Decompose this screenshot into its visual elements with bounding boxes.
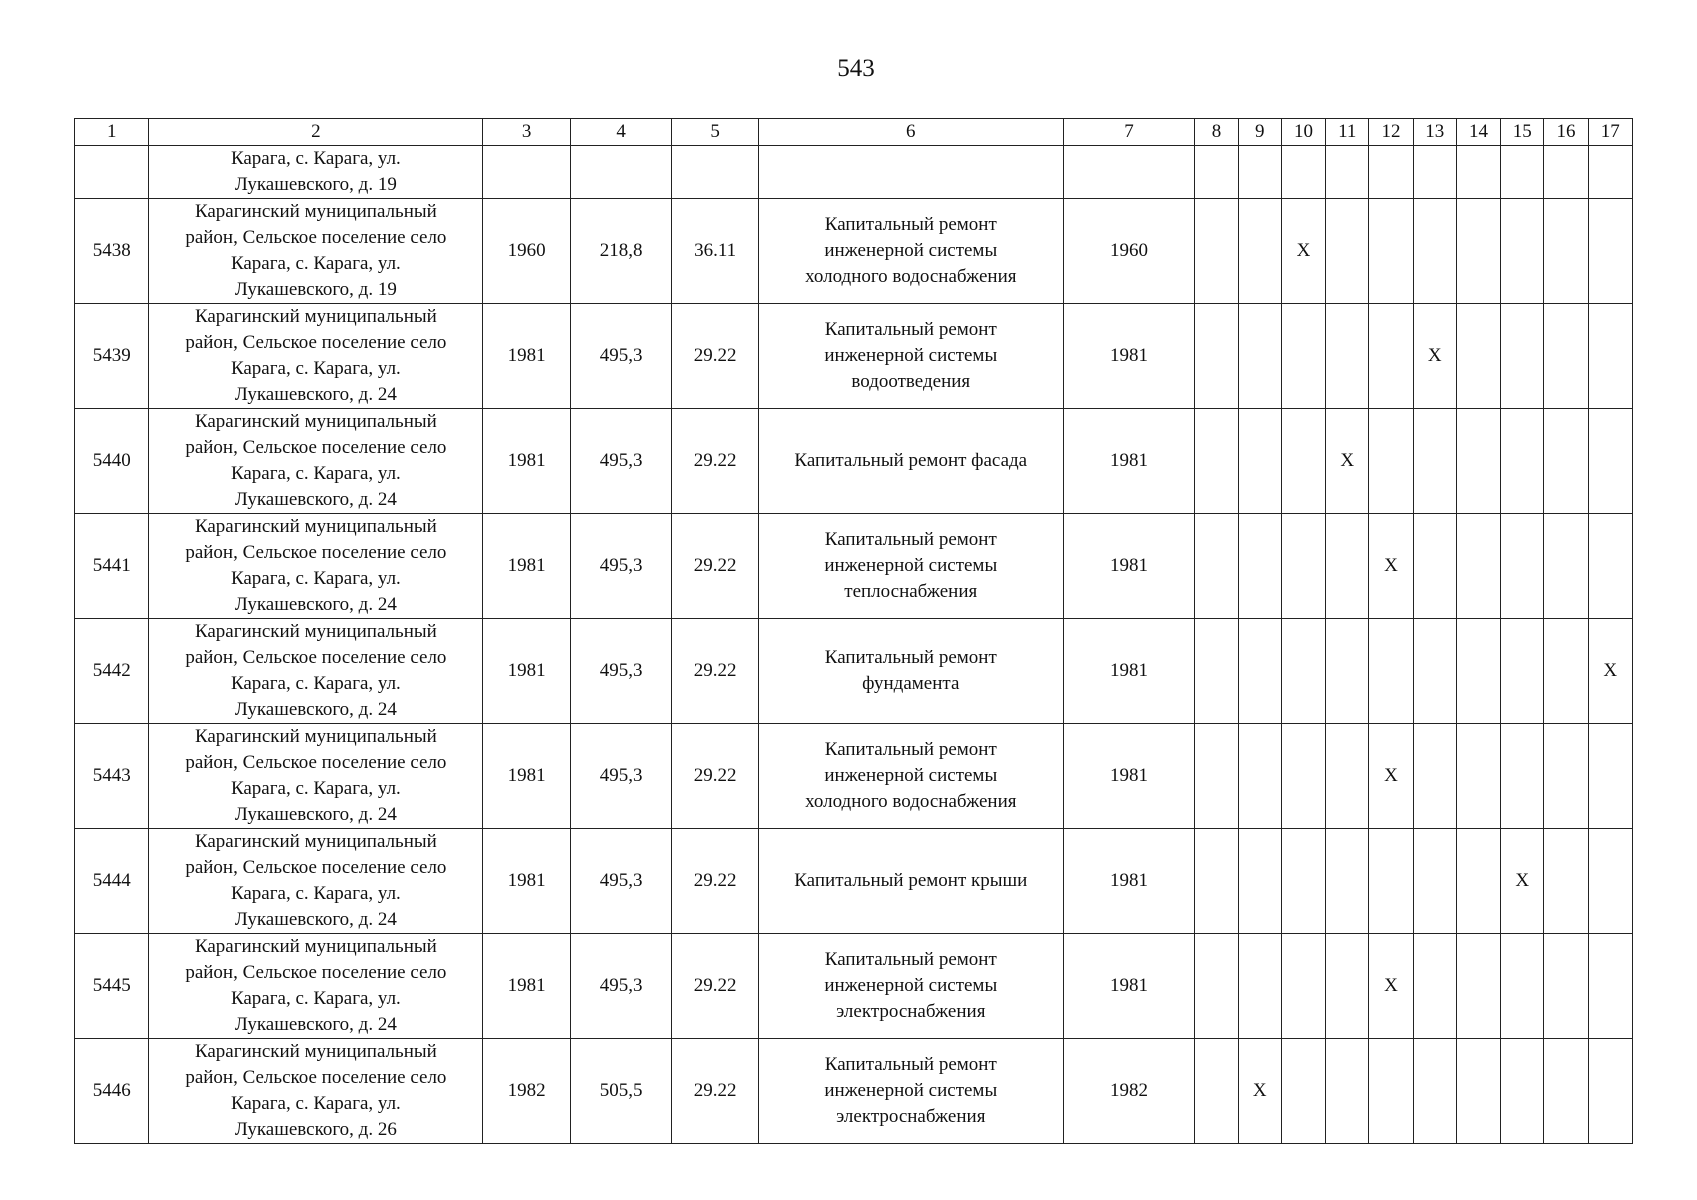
empty-cell (1195, 619, 1238, 724)
address-cell-line: Карага, с. Карага, ул. (230, 463, 401, 484)
work-type-cell-line: инженерной системы (824, 555, 998, 576)
code-cell: 29.22 (672, 409, 758, 514)
address-cell-line: район, Сельское поселение село (185, 962, 447, 983)
empty-cell (758, 146, 1063, 199)
empty-cell (1501, 514, 1544, 619)
address-cell-line: Лукашевского, д. 19 (234, 174, 397, 195)
year-built-cell: 1981 (483, 304, 571, 409)
address-cell (149, 724, 483, 829)
column-header-12: 12 (1369, 119, 1413, 146)
column-header-5: 5 (672, 119, 758, 146)
page-number: 543 (837, 55, 875, 82)
empty-cell (483, 146, 571, 199)
empty-cell (1544, 199, 1588, 304)
row-number-cell: 5441 (75, 514, 149, 619)
year-cell: 1981 (1063, 304, 1195, 409)
empty-cell (1588, 1039, 1632, 1144)
address-cell-line: Карагинский муниципальный (194, 516, 437, 537)
empty-cell (1588, 514, 1632, 619)
empty-cell (1413, 724, 1456, 829)
address-cell-line: Карага, с. Карага, ул. (230, 148, 401, 169)
empty-cell (1326, 199, 1369, 304)
work-type-cell-line: теплоснабжения (844, 581, 978, 602)
code-cell: 29.22 (672, 934, 758, 1039)
empty-cell (1281, 619, 1325, 724)
address-cell-line: Карага, с. Карага, ул. (230, 673, 401, 694)
empty-cell (1063, 146, 1195, 199)
year-cell: 1960 (1063, 199, 1195, 304)
empty-cell (1501, 934, 1544, 1039)
work-type-cell-line: инженерной системы (824, 765, 998, 786)
code-cell: 29.22 (672, 304, 758, 409)
empty-cell (1238, 304, 1281, 409)
empty-cell (1369, 304, 1413, 409)
empty-cell (1501, 199, 1544, 304)
work-type-cell-line: электроснабжения (836, 1106, 986, 1127)
empty-cell (1326, 304, 1369, 409)
empty-cell (1588, 304, 1632, 409)
year-built-cell: 1981 (483, 619, 571, 724)
empty-cell (1369, 619, 1413, 724)
table-row (75, 1039, 1633, 1144)
address-cell-line: Лукашевского, д. 24 (234, 804, 397, 825)
address-cell-line: Лукашевского, д. 24 (234, 1014, 397, 1035)
empty-cell (1501, 304, 1544, 409)
address-cell-line: Карага, с. Карага, ул. (230, 778, 401, 799)
table-row (75, 619, 1633, 724)
work-type-cell (758, 304, 1063, 409)
empty-cell (1413, 1039, 1456, 1144)
year-cell: 1981 (1063, 934, 1195, 1039)
address-cell-line: Карага, с. Карага, ул. (230, 358, 401, 379)
row-number-cell: 5438 (75, 199, 149, 304)
row-number-cell: 5445 (75, 934, 149, 1039)
header-row (75, 119, 1633, 146)
empty-cell (1195, 409, 1238, 514)
work-type-cell (758, 1039, 1063, 1144)
address-cell-line: район, Сельское поселение село (185, 1067, 447, 1088)
work-type-cell (758, 409, 1063, 514)
address-cell-line: Карагинский муниципальный (194, 201, 437, 222)
address-cell-line: Карага, с. Карага, ул. (230, 1093, 401, 1114)
empty-cell (1195, 199, 1238, 304)
address-cell-line: Карага, с. Карага, ул. (230, 253, 401, 274)
empty-cell (1544, 514, 1588, 619)
empty-cell (1413, 146, 1456, 199)
year-built-cell: 1981 (483, 829, 571, 934)
empty-cell (1456, 146, 1500, 199)
address-cell-line: Карагинский муниципальный (194, 831, 437, 852)
empty-cell (1195, 146, 1238, 199)
row-number-cell: 5444 (75, 829, 149, 934)
row-number-cell: 5442 (75, 619, 149, 724)
empty-cell (1326, 829, 1369, 934)
work-type-cell-line: фундамента (862, 673, 960, 694)
address-cell (149, 146, 483, 199)
mark-cell: X (1369, 724, 1413, 829)
address-cell-line: Лукашевского, д. 19 (234, 279, 397, 300)
year-cell: 1981 (1063, 514, 1195, 619)
mark-cell: X (1326, 409, 1369, 514)
column-header-1: 1 (75, 119, 149, 146)
empty-cell (1544, 724, 1588, 829)
empty-cell (1588, 934, 1632, 1039)
year-built-cell: 1982 (483, 1039, 571, 1144)
table-row (75, 409, 1633, 514)
table-body (75, 146, 1633, 1144)
empty-cell (1238, 934, 1281, 1039)
area-cell: 495,3 (570, 934, 672, 1039)
empty-cell (1501, 724, 1544, 829)
work-type-cell (758, 514, 1063, 619)
empty-cell (1281, 304, 1325, 409)
empty-cell (1588, 724, 1632, 829)
address-cell (149, 199, 483, 304)
address-cell (149, 619, 483, 724)
address-cell (149, 304, 483, 409)
empty-cell (1544, 146, 1588, 199)
empty-cell (1195, 829, 1238, 934)
work-type-cell-line: Капитальный ремонт (824, 1054, 997, 1075)
row-number-cell: 5439 (75, 304, 149, 409)
address-cell (149, 829, 483, 934)
empty-cell (1413, 829, 1456, 934)
empty-cell (1281, 829, 1325, 934)
column-header-11: 11 (1326, 119, 1369, 146)
mark-cell: X (1369, 934, 1413, 1039)
code-cell: 36.11 (672, 199, 758, 304)
column-header-14: 14 (1456, 119, 1500, 146)
empty-cell (1326, 514, 1369, 619)
empty-cell (1238, 724, 1281, 829)
empty-cell (1501, 619, 1544, 724)
column-header-6: 6 (758, 119, 1063, 146)
empty-cell (672, 146, 758, 199)
empty-cell (1238, 409, 1281, 514)
empty-cell (1544, 934, 1588, 1039)
empty-cell (1544, 829, 1588, 934)
empty-cell (1413, 199, 1456, 304)
address-cell (149, 934, 483, 1039)
area-cell: 218,8 (570, 199, 672, 304)
address-cell-line: Карагинский муниципальный (194, 726, 437, 747)
year-cell: 1981 (1063, 619, 1195, 724)
empty-cell (1501, 146, 1544, 199)
address-cell-line: район, Сельское поселение село (185, 437, 447, 458)
table-row (75, 934, 1633, 1039)
year-cell: 1982 (1063, 1039, 1195, 1144)
empty-cell (1456, 619, 1500, 724)
column-header-13: 13 (1413, 119, 1456, 146)
column-header-2: 2 (149, 119, 483, 146)
year-built-cell: 1981 (483, 724, 571, 829)
repair-schedule-table (74, 118, 1633, 1144)
mark-cell: X (1369, 514, 1413, 619)
empty-cell (1456, 829, 1500, 934)
year-cell: 1981 (1063, 724, 1195, 829)
area-cell: 495,3 (570, 304, 672, 409)
empty-cell (570, 146, 672, 199)
empty-cell (1588, 409, 1632, 514)
address-cell-line: Лукашевского, д. 24 (234, 909, 397, 930)
column-header-16: 16 (1544, 119, 1588, 146)
address-cell-line: район, Сельское поселение село (185, 752, 447, 773)
work-type-cell-line: Капитальный ремонт (824, 949, 997, 970)
empty-cell (1588, 199, 1632, 304)
mark-cell: X (1281, 199, 1325, 304)
empty-cell (1369, 146, 1413, 199)
work-type-cell-line: инженерной системы (824, 975, 998, 996)
empty-cell (1195, 724, 1238, 829)
empty-cell (1369, 829, 1413, 934)
empty-cell (1326, 1039, 1369, 1144)
row-number-cell (75, 146, 149, 199)
empty-cell (1456, 514, 1500, 619)
area-cell: 495,3 (570, 409, 672, 514)
work-type-cell-line: Капитальный ремонт (824, 529, 997, 550)
row-number-cell: 5440 (75, 409, 149, 514)
work-type-cell (758, 934, 1063, 1039)
work-type-cell-line: Капитальный ремонт (824, 214, 997, 235)
address-cell-line: Лукашевского, д. 24 (234, 384, 397, 405)
empty-cell (1326, 724, 1369, 829)
empty-cell (1369, 1039, 1413, 1144)
year-built-cell: 1981 (483, 514, 571, 619)
code-cell: 29.22 (672, 619, 758, 724)
column-header-17: 17 (1588, 119, 1632, 146)
work-type-cell-line: Капитальный ремонт крыши (794, 870, 1028, 891)
area-cell: 495,3 (570, 829, 672, 934)
work-type-cell-line: инженерной системы (824, 345, 998, 366)
work-type-cell-line: инженерной системы (824, 240, 998, 261)
empty-cell (1588, 829, 1632, 934)
work-type-cell-line: Капитальный ремонт (824, 647, 997, 668)
empty-cell (1238, 514, 1281, 619)
empty-cell (1456, 724, 1500, 829)
mark-cell: X (1588, 619, 1632, 724)
address-cell (149, 409, 483, 514)
work-type-cell-line: холодного водоснабжения (805, 266, 1017, 287)
area-cell: 495,3 (570, 724, 672, 829)
address-cell-line: Лукашевского, д. 24 (234, 699, 397, 720)
mark-cell: X (1501, 829, 1544, 934)
work-type-cell-line: электроснабжения (836, 1001, 986, 1022)
code-cell: 29.22 (672, 514, 758, 619)
empty-cell (1456, 199, 1500, 304)
work-type-cell-line: инженерной системы (824, 1080, 998, 1101)
area-cell: 495,3 (570, 514, 672, 619)
empty-cell (1281, 724, 1325, 829)
row-number-cell: 5443 (75, 724, 149, 829)
row-number-cell: 5446 (75, 1039, 149, 1144)
column-header-9: 9 (1238, 119, 1281, 146)
work-type-cell (758, 724, 1063, 829)
empty-cell (1456, 934, 1500, 1039)
column-header-4: 4 (570, 119, 672, 146)
empty-cell (1456, 1039, 1500, 1144)
work-type-cell (758, 199, 1063, 304)
column-header-15: 15 (1501, 119, 1544, 146)
address-cell-line: Карага, с. Карага, ул. (230, 883, 401, 904)
empty-cell (1195, 514, 1238, 619)
year-cell: 1981 (1063, 409, 1195, 514)
mark-cell: X (1413, 304, 1456, 409)
address-cell-line: Карагинский муниципальный (194, 1041, 437, 1062)
empty-cell (1413, 619, 1456, 724)
work-type-cell-line: водоотведения (851, 371, 971, 392)
address-cell-line: район, Сельское поселение село (185, 647, 447, 668)
area-cell: 505,5 (570, 1039, 672, 1144)
year-built-cell: 1981 (483, 409, 571, 514)
table-row (75, 724, 1633, 829)
year-built-cell: 1960 (483, 199, 571, 304)
column-header-3: 3 (483, 119, 571, 146)
address-cell-line: район, Сельское поселение село (185, 542, 447, 563)
empty-cell (1238, 829, 1281, 934)
empty-cell (1413, 934, 1456, 1039)
mark-cell: X (1238, 1039, 1281, 1144)
empty-cell (1238, 619, 1281, 724)
empty-cell (1281, 409, 1325, 514)
empty-cell (1501, 1039, 1544, 1144)
empty-cell (1456, 409, 1500, 514)
table-row (75, 514, 1633, 619)
empty-cell (1195, 934, 1238, 1039)
empty-cell (1238, 199, 1281, 304)
address-cell-line: Карагинский муниципальный (194, 936, 437, 957)
column-header-10: 10 (1281, 119, 1325, 146)
empty-cell (1413, 409, 1456, 514)
empty-cell (1195, 1039, 1238, 1144)
table-row (75, 304, 1633, 409)
work-type-cell-line: Капитальный ремонт (824, 319, 997, 340)
area-cell: 495,3 (570, 619, 672, 724)
code-cell: 29.22 (672, 724, 758, 829)
empty-cell (1544, 1039, 1588, 1144)
column-header-8: 8 (1195, 119, 1238, 146)
work-type-cell-line: холодного водоснабжения (805, 791, 1017, 812)
address-cell-line: Карагинский муниципальный (194, 306, 437, 327)
empty-cell (1326, 146, 1369, 199)
address-cell (149, 514, 483, 619)
address-cell-line: Лукашевского, д. 26 (234, 1119, 397, 1140)
empty-cell (1369, 199, 1413, 304)
work-type-cell-line: Капитальный ремонт фасада (794, 450, 1028, 471)
empty-cell (1456, 304, 1500, 409)
table-row (75, 199, 1633, 304)
year-cell: 1981 (1063, 829, 1195, 934)
address-cell-line: Карагинский муниципальный (194, 411, 437, 432)
column-header-7: 7 (1063, 119, 1195, 146)
empty-cell (1281, 1039, 1325, 1144)
address-cell-line: Лукашевского, д. 24 (234, 489, 397, 510)
address-cell-line: район, Сельское поселение село (185, 227, 447, 248)
year-built-cell: 1981 (483, 934, 571, 1039)
address-cell-line: район, Сельское поселение село (185, 857, 447, 878)
address-cell (149, 1039, 483, 1144)
continuation-row (75, 146, 1633, 199)
empty-cell (1544, 409, 1588, 514)
code-cell: 29.22 (672, 829, 758, 934)
empty-cell (1588, 146, 1632, 199)
address-cell-line: Лукашевского, д. 24 (234, 594, 397, 615)
address-cell-line: Карага, с. Карага, ул. (230, 568, 401, 589)
empty-cell (1544, 619, 1588, 724)
code-cell: 29.22 (672, 1039, 758, 1144)
address-cell-line: район, Сельское поселение село (185, 332, 447, 353)
empty-cell (1326, 619, 1369, 724)
empty-cell (1281, 934, 1325, 1039)
table-row (75, 829, 1633, 934)
empty-cell (1544, 304, 1588, 409)
address-cell-line: Карага, с. Карага, ул. (230, 988, 401, 1009)
empty-cell (1413, 514, 1456, 619)
work-type-cell (758, 619, 1063, 724)
empty-cell (1369, 409, 1413, 514)
address-cell-line: Карагинский муниципальный (194, 621, 437, 642)
empty-cell (1501, 409, 1544, 514)
work-type-cell-line: Капитальный ремонт (824, 739, 997, 760)
work-type-cell (758, 829, 1063, 934)
empty-cell (1195, 304, 1238, 409)
empty-cell (1238, 146, 1281, 199)
empty-cell (1281, 514, 1325, 619)
empty-cell (1281, 146, 1325, 199)
empty-cell (1326, 934, 1369, 1039)
